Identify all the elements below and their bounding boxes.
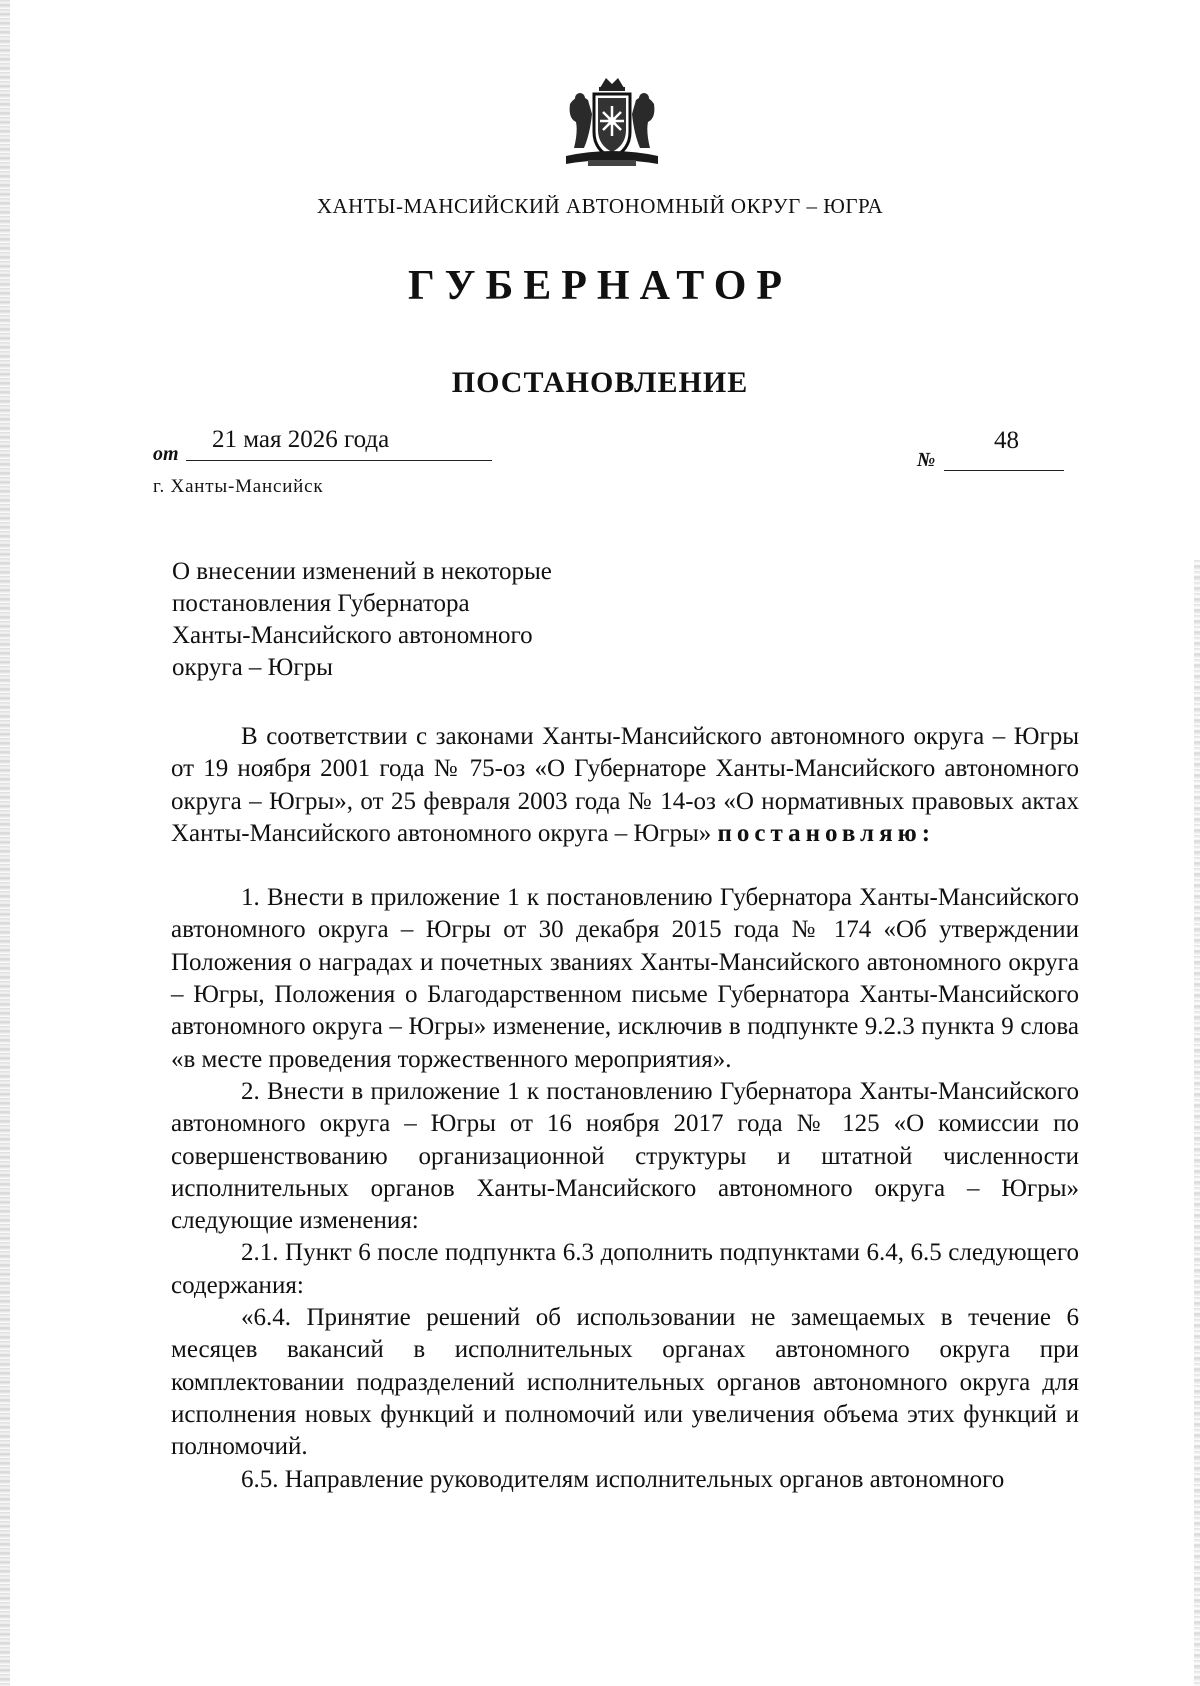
number-label: № xyxy=(917,449,936,471)
subject-line: постановления Губернатора xyxy=(172,590,470,617)
subject-line: О внесении изменений в некоторые xyxy=(172,558,552,585)
preamble-text: В соответствии с законами Ханты-Мансийского автономного округа – Югры от 19 ноября 2001 года № 75-оз «О Губернаторе Ханты-Мансийского автономного округа – Югры», от 25 февраля 2003 года № 14-оз «О нормативных правовых актах Ханты-Мансийского автономного округа – Югры» xyxy=(171,723,1079,847)
subject-line: Ханты-Мансийского автономного xyxy=(172,622,533,649)
subject-line: округа – Югры xyxy=(172,654,333,681)
document-subject xyxy=(172,556,672,684)
coat-of-arms-icon xyxy=(560,74,664,174)
date-underline xyxy=(186,460,492,461)
document-authority-title: ГУБЕРНАТОР xyxy=(407,263,793,309)
document-city: г. Ханты-Мансийск xyxy=(153,476,324,497)
item-2-1-paragraph: 2.1. Пункт 6 после подпункта 6.3 дополнить подпунктами 6.4, 6.5 следующего содержания: xyxy=(171,1239,1079,1299)
region-name: ХАНТЫ-МАНСИЙСКИЙ АВТОНОМНЫЙ ОКРУГ – ЮГРА xyxy=(316,194,884,218)
document-type: ПОСТАНОВЛЕНИЕ xyxy=(451,366,749,399)
scan-edge-left xyxy=(0,0,10,1686)
item-6-4-paragraph: «6.4. Принятие решений об использовании не замещаемых в течение 6 месяцев вакансий в исполнительных органах автономного округа при комплектовании подразделений исполнительных органов автономного округа для исполнения новых функций и полномочий или увеличения объема этих функций и полномочий. xyxy=(171,1304,1079,1461)
scan-edge-right xyxy=(1194,560,1200,1686)
document-date: 21 мая 2026 года xyxy=(212,426,390,453)
document-number: 48 xyxy=(994,427,1019,454)
item-6-5-paragraph: 6.5. Направление руководителям исполнительных органов автономного xyxy=(241,1465,1005,1493)
item-1-paragraph: 1. Внести в приложение 1 к постановлению Губернатора Ханты-Мансийского автономного округа – Югры от 30 декабря 2015 года № 174 «Об утверждении Положения о наградах и почетных званиях Ханты-Мансийского автономного округа – Югры, Положения о Благодарственном письме Губернатора Ханты-Мансийского автономного округа – Югры» изменение, исключив в подпункте 9.2.3 пункта 9 слова «в месте проведения торжественного мероприятия». xyxy=(171,884,1079,1073)
item-2-paragraph: 2. Внести в приложение 1 к постановлению Губернатора Ханты-Мансийского автономного округа – Югры от 16 ноября 2017 года № 125 «О комиссии по совершенствованию организационной структуры и штатной численности исполнительных органов Ханты-Мансийского автономного округа – Югры» следующие изменения: xyxy=(171,1077,1079,1235)
preamble-paragraph xyxy=(171,721,1079,850)
number-underline xyxy=(944,470,1064,471)
date-label: от xyxy=(153,443,179,465)
decree-word: постановляю: xyxy=(717,819,936,847)
document-body xyxy=(171,721,1079,1496)
